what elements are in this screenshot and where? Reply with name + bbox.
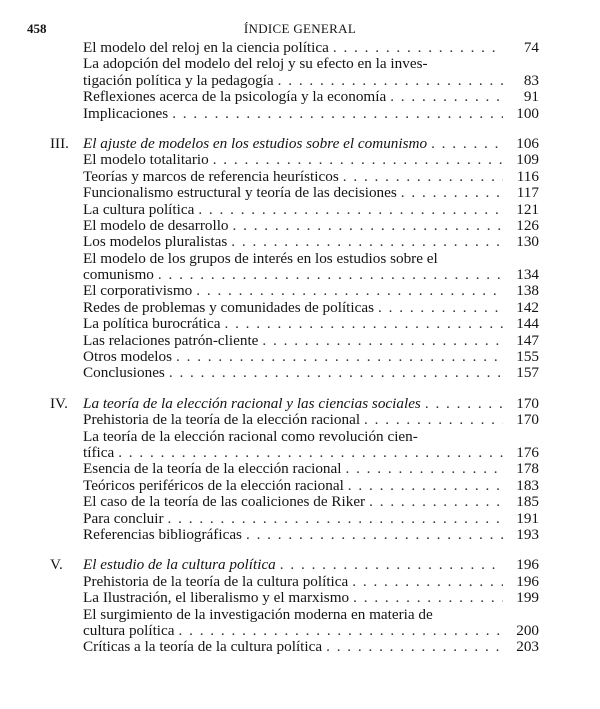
toc-entry	[50, 623, 539, 639]
entry-page: 121	[516, 200, 539, 218]
toc-entry	[50, 267, 539, 283]
toc-entry	[50, 429, 539, 445]
entry-page: 130	[516, 233, 539, 251]
dot-leader	[349, 590, 503, 606]
chapter-heading	[50, 396, 539, 412]
toc-entry	[50, 234, 539, 250]
entry-page: 117	[516, 184, 539, 202]
entry-page: 200	[516, 621, 539, 639]
chapter-title: El ajuste de modelos en los estudios sobre el comunismo	[83, 134, 428, 152]
dot-leader	[276, 557, 503, 573]
entry-page: 100	[516, 104, 539, 122]
toc-entry	[50, 511, 539, 527]
chapter-numeral: V.	[50, 556, 63, 574]
dot-leader	[114, 445, 503, 461]
entry-page: 170	[516, 411, 539, 429]
entry-page: 142	[516, 298, 539, 316]
dot-leader	[360, 412, 503, 428]
dot-leader	[322, 639, 503, 655]
entry-text: La cultura política	[83, 200, 195, 218]
entry-text: Funcionalismo estructural y teoría de las decisiones	[83, 184, 397, 202]
chapter-heading	[50, 557, 539, 573]
dot-leader	[165, 365, 503, 381]
entry-page: 144	[516, 315, 539, 333]
entry-page: 91	[523, 88, 539, 106]
toc-entry	[50, 152, 539, 168]
toc-entry	[50, 251, 539, 267]
chapter-page: 196	[516, 556, 539, 574]
toc-entry	[50, 202, 539, 218]
entry-page: 157	[516, 364, 539, 382]
chapter-title: El estudio de la cultura política	[83, 556, 276, 574]
toc-entry	[50, 365, 539, 381]
chapter-numeral: III.	[50, 134, 69, 152]
dot-leader	[365, 494, 503, 510]
entry-page: 116	[516, 167, 539, 185]
toc-entry	[50, 283, 539, 299]
entry-text: La adopción del modelo del reloj y su efecto en la inves-	[83, 55, 428, 73]
entry-text: Teóricos periféricos de la elección racional	[83, 476, 344, 494]
chapter-numeral: IV.	[50, 394, 68, 412]
entry-text: El surgimiento de la investigación moderna en materia de	[83, 605, 433, 623]
dot-leader	[386, 89, 503, 105]
page-number: 458	[27, 21, 47, 36]
dot-leader	[374, 300, 503, 316]
entry-text: La Ilustración, el liberalismo y el marxismo	[83, 589, 350, 607]
toc-entry	[50, 89, 539, 105]
entry-page: 74	[523, 39, 539, 56]
dot-leader	[227, 234, 503, 250]
dot-leader	[329, 40, 503, 56]
entry-text: comunismo	[83, 266, 154, 284]
dot-leader	[242, 527, 503, 543]
entry-page: 155	[516, 348, 539, 366]
entry-text: Otros modelos	[83, 348, 173, 366]
entry-text: Esencia de la teoría de la elección racional	[83, 460, 342, 478]
entry-page: 185	[516, 493, 539, 511]
entry-text: Teorías y marcos de referencia heurísticos	[83, 167, 339, 185]
toc-entry	[50, 185, 539, 201]
entry-text: Prehistoria de la teoría de la cultura política	[83, 572, 349, 590]
entry-page: 191	[516, 509, 539, 527]
toc-entry	[50, 412, 539, 428]
dot-leader	[258, 333, 503, 349]
entry-text: Reflexiones acerca de la psicología y la economía	[83, 88, 387, 106]
dot-leader	[344, 478, 503, 494]
toc-entry	[50, 607, 539, 623]
entry-text: Las relaciones patrón-cliente	[83, 331, 259, 349]
chapter-heading	[50, 136, 539, 152]
entry-text: tigación política y la pedagogía	[83, 71, 274, 89]
entry-text: Conclusiones	[83, 364, 165, 382]
entry-page: 199	[516, 589, 539, 607]
entry-text: Referencias bibliográficas	[83, 525, 242, 543]
entry-text: cultura política	[83, 621, 175, 639]
toc-entry	[50, 169, 539, 185]
entry-page: 83	[523, 71, 539, 89]
toc-entry	[50, 300, 539, 316]
toc-entry	[50, 316, 539, 332]
toc-entry	[50, 527, 539, 543]
toc-section	[50, 557, 539, 655]
toc-entry	[50, 494, 539, 510]
dot-leader	[168, 106, 503, 122]
dot-leader	[229, 218, 503, 234]
toc-entry	[50, 574, 539, 590]
toc-entry	[50, 639, 539, 655]
toc-entry	[50, 56, 539, 72]
dot-leader	[397, 185, 503, 201]
entry-text: La política burocrática	[83, 315, 221, 333]
entry-text: El modelo totalitario	[83, 151, 209, 169]
dot-leader	[164, 511, 503, 527]
entry-page: 176	[516, 443, 539, 461]
dot-leader	[339, 169, 503, 185]
entry-page: 138	[516, 282, 539, 300]
toc-section	[50, 136, 539, 382]
entry-text: El modelo del reloj en la ciencia política	[83, 39, 329, 56]
chapter-title: La teoría de la elección racional y las ciencias sociales	[83, 394, 421, 412]
dot-leader	[172, 349, 503, 365]
chapter-page: 106	[516, 134, 539, 152]
entry-page: 183	[516, 476, 539, 494]
dot-leader	[341, 461, 503, 477]
dot-leader	[192, 283, 503, 299]
toc-entry	[50, 349, 539, 365]
entry-text: El corporativismo	[83, 282, 193, 300]
entry-text: Críticas a la teoría de la cultura política	[83, 638, 323, 656]
toc-entry	[50, 333, 539, 349]
toc-entry	[50, 478, 539, 494]
toc-entry	[50, 445, 539, 461]
entry-page: 193	[516, 525, 539, 543]
toc-section	[50, 40, 539, 122]
entry-page: 203	[516, 638, 539, 656]
entry-text: El modelo de los grupos de interés en los estudios sobre el	[83, 249, 438, 267]
dot-leader	[421, 396, 503, 412]
toc-entry	[50, 73, 539, 89]
dot-leader	[427, 136, 503, 152]
entry-text: La teoría de la elección racional como revolución cien-	[83, 427, 418, 445]
dot-leader	[194, 202, 503, 218]
dot-leader	[209, 152, 503, 168]
entry-text: Para concluir	[83, 509, 164, 527]
entry-text: Implicaciones	[83, 104, 169, 122]
toc-entry	[50, 218, 539, 234]
entry-text: El modelo de desarrollo	[83, 216, 229, 234]
chapter-page: 170	[516, 394, 539, 412]
entry-page: 109	[516, 151, 539, 169]
table-of-contents	[50, 40, 539, 670]
toc-section	[50, 396, 539, 544]
dot-leader	[274, 73, 503, 89]
toc-entry	[50, 106, 539, 122]
toc-entry	[50, 40, 539, 56]
entry-text: Redes de problemas y comunidades de políticas	[83, 298, 375, 316]
dot-leader	[220, 316, 503, 332]
entry-page: 196	[516, 572, 539, 590]
entry-page: 178	[516, 460, 539, 478]
entry-page: 126	[516, 216, 539, 234]
dot-leader	[154, 267, 503, 283]
entry-text: Prehistoria de la teoría de la elección racional	[83, 411, 361, 429]
entry-text: El caso de la teoría de las coaliciones de Riker	[83, 493, 366, 511]
dot-leader	[348, 574, 503, 590]
toc-entry	[50, 590, 539, 606]
entry-text: Los modelos pluralistas	[83, 233, 228, 251]
dot-leader	[175, 623, 503, 639]
entry-page: 147	[516, 331, 539, 349]
entry-text: tífica	[83, 443, 115, 461]
running-title: ÍNDICE GENERAL	[243, 21, 357, 36]
entry-page: 134	[516, 266, 539, 284]
toc-entry	[50, 461, 539, 477]
